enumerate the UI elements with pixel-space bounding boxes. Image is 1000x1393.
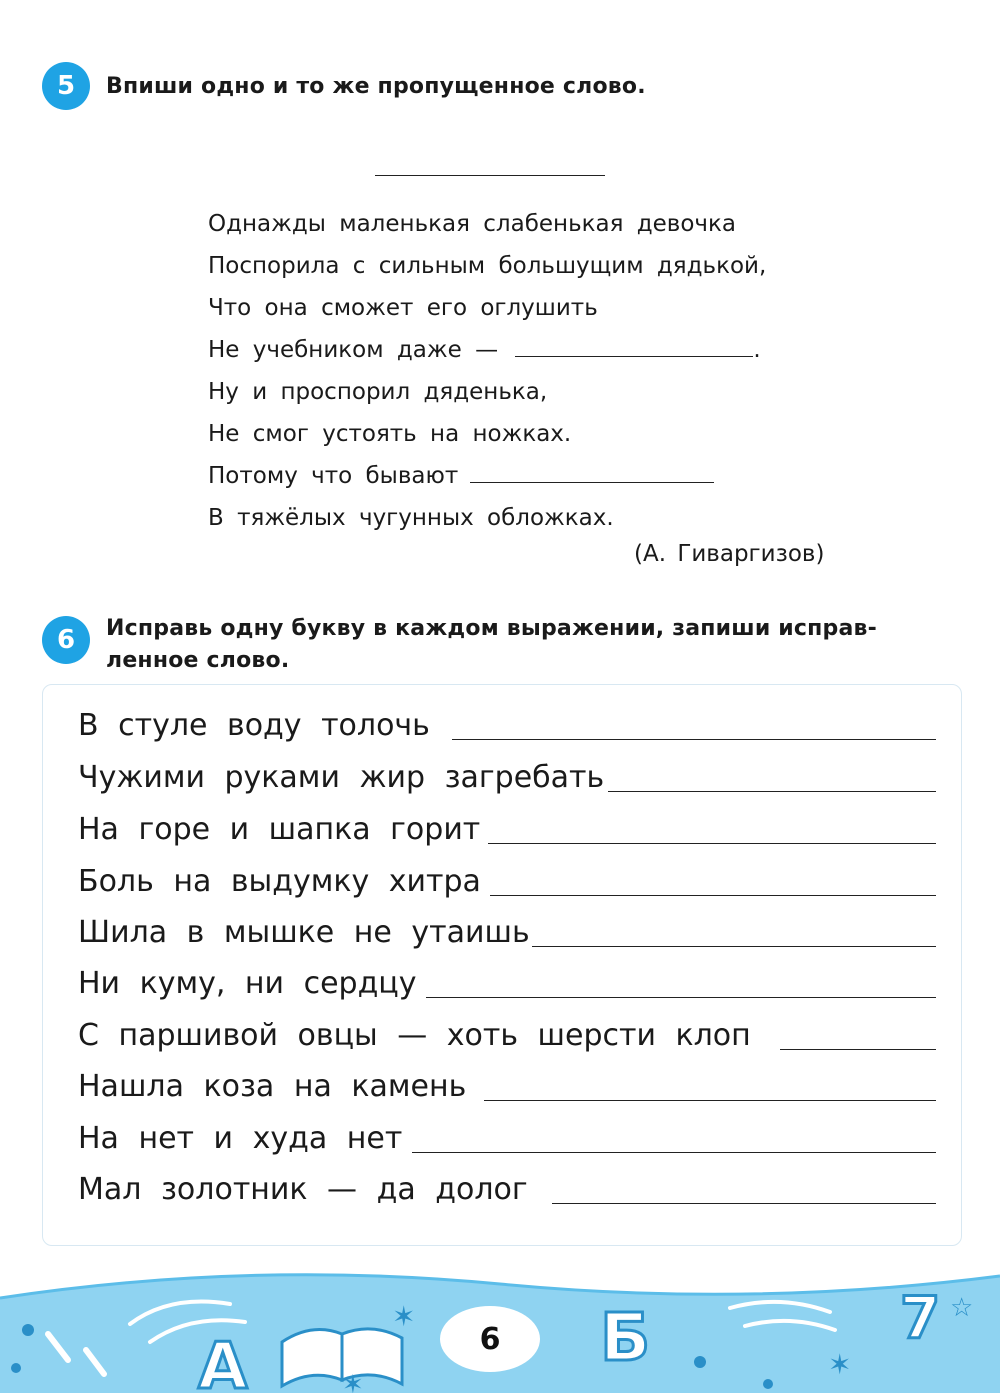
dot-icon: [694, 1356, 706, 1368]
expression-text: Боль на выдумку хитра: [78, 864, 481, 899]
expression-text: На нет и худа нет: [78, 1121, 403, 1156]
poem-blank-1[interactable]: [515, 356, 753, 357]
poem-line: Не учебником даже — .: [208, 337, 761, 363]
expression-answer-line[interactable]: [552, 1203, 936, 1204]
poem-line: В тяжёлых чугунных обложках.: [208, 505, 614, 531]
poem-line: Ну и проспорил дяденька,: [208, 379, 548, 405]
expression-answer-line[interactable]: [426, 997, 936, 998]
task-5-title: Впиши одно и то же пропущенное слово.: [106, 74, 646, 99]
poem-author: (А. Гиваргизов): [634, 541, 825, 567]
page-number-text: 6: [479, 1321, 501, 1357]
poem-line-period: .: [753, 337, 761, 363]
star-icon: ✶: [828, 1348, 852, 1381]
poem-line: Потому что бывают: [208, 456, 714, 496]
task-5-number-badge: [42, 62, 90, 110]
expression-text: Мал золотник — да долог: [78, 1172, 528, 1207]
expression-answer-line[interactable]: [412, 1152, 936, 1153]
star-icon: ✶: [342, 1370, 364, 1393]
decor-letter-a: A: [198, 1330, 248, 1393]
task-6-title-line-2: ленное слово.: [106, 648, 290, 673]
dot-icon: [22, 1324, 34, 1336]
poem-line: Однажды маленькая слабенькая девочка: [208, 211, 737, 237]
expression-text: Ни куму, ни сердцу: [78, 966, 417, 1001]
poem-line: Поспорила с сильным большущим дядькой,: [208, 253, 767, 279]
expression-text: С паршивой овцы — хоть шерсти клоп: [78, 1018, 751, 1053]
page-number: [440, 1306, 540, 1372]
expression-answer-line[interactable]: [608, 791, 936, 792]
poem-blank-2[interactable]: [470, 482, 714, 483]
expression-answer-line[interactable]: [484, 1100, 936, 1101]
task-5-number: 5: [56, 71, 76, 101]
task-6-number: 6: [56, 625, 76, 655]
expression-answer-line[interactable]: [488, 843, 936, 844]
expression-answer-line[interactable]: [490, 895, 936, 896]
poem-line: Не смог устоять на ножках.: [208, 421, 572, 447]
expression-answer-line[interactable]: [532, 946, 936, 947]
decor-letter-b: Б: [600, 1299, 651, 1376]
star-icon: ✶: [392, 1300, 416, 1333]
task-6-title-line-1: Исправь одну букву в каждом выражении, запиши исправ-: [106, 616, 878, 641]
expression-text: Шила в мышке не утаишь: [78, 915, 530, 950]
expression-text: Чужими руками жир загребать: [78, 760, 605, 795]
star-outline-icon: ☆: [950, 1293, 974, 1323]
poem-line: Что она сможет его оглушить: [208, 295, 598, 321]
dot-icon: [11, 1363, 21, 1373]
decor-number-7: 7: [900, 1284, 941, 1352]
expression-text: В стуле воду толочь: [78, 708, 430, 743]
expression-answer-line[interactable]: [780, 1049, 936, 1050]
task-6-number-badge: [42, 616, 90, 664]
expression-text: Нашла коза на камень: [78, 1069, 467, 1104]
task-5-answer-line[interactable]: [375, 175, 605, 176]
dot-icon: [763, 1379, 773, 1389]
expression-text: На горе и шапка горит: [78, 812, 481, 847]
expression-answer-line[interactable]: [452, 739, 936, 740]
